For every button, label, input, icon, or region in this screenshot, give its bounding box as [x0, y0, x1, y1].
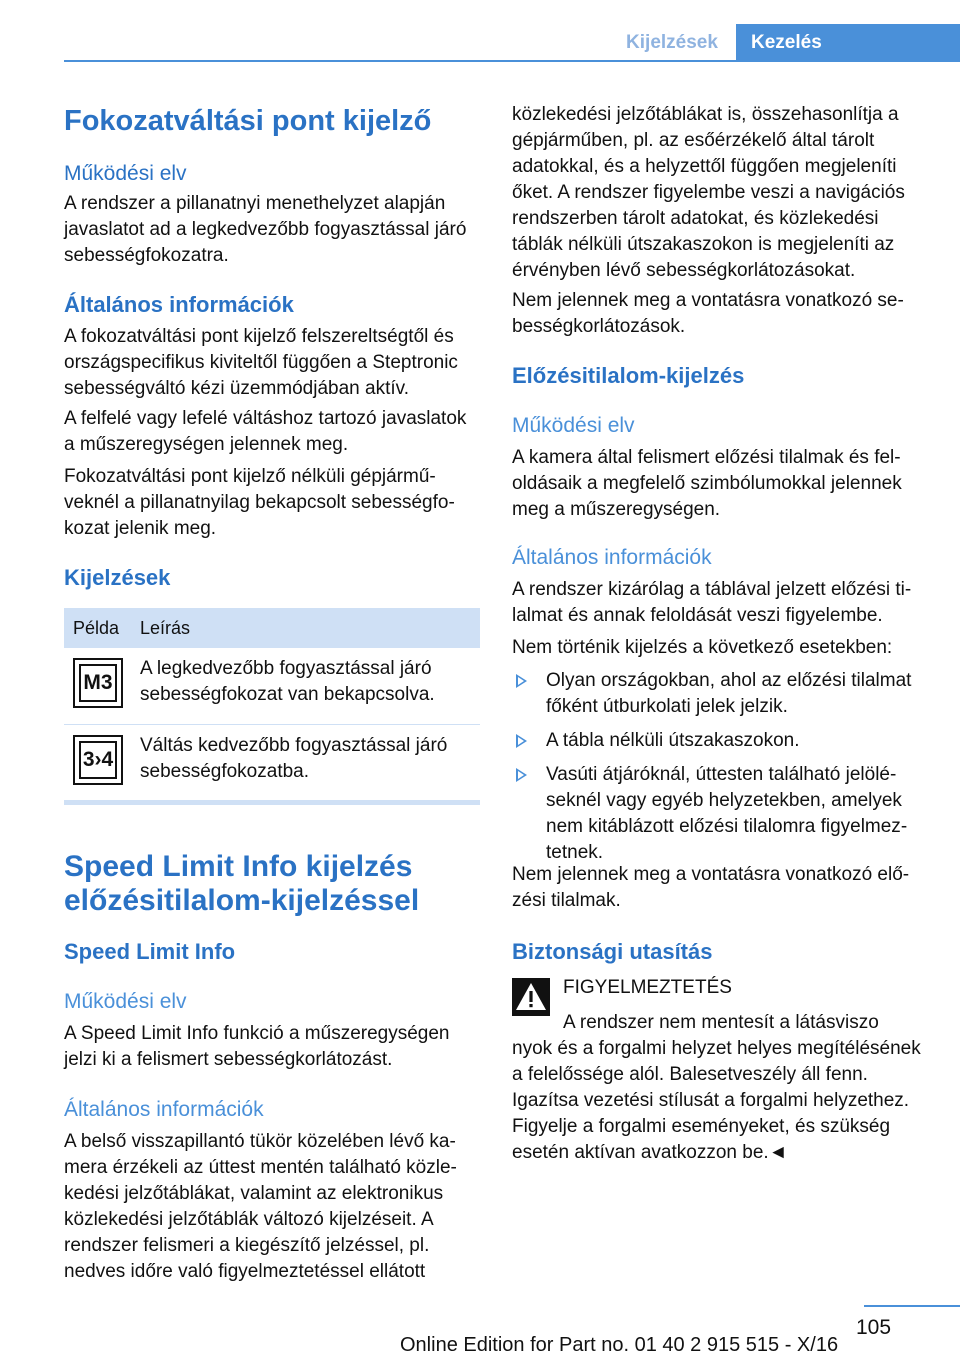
text-sli-altalanos: A belső visszapillantó tükör közelében lévő kamera érzékeli az úttest mentén található közlekedési jelzőtáblákat, valamint az elektronikus közlekedési jelzőtáblák változó kijelzéseit. A rendszer felismeri a kiegészítő jelzéssel, pl. nedves időre való figyelmeztetéssel ellátott: [64, 1131, 457, 1282]
page-header: [0, 0, 960, 62]
footer-divider: [864, 1305, 960, 1307]
triangle-bullet-icon: [516, 768, 527, 782]
footer-edition: Online Edition for Part no. 01 40 2 915 515 - X/16: [400, 1334, 839, 1356]
heading-mukodesi-elv: Működési elv: [64, 162, 187, 185]
table-row-divider: [64, 724, 480, 725]
heading-elozesi-altalanos: Általános információk: [512, 546, 712, 569]
heading-elozesitilalom: Előzésitilalom-kijelzés: [512, 363, 745, 388]
page-number: 105: [856, 1316, 892, 1339]
text-after-bullets: Nem jelennek meg a vontatásra vonatkozó előzési tilalmak.: [512, 864, 910, 911]
heading-speed-limit-info: Speed Limit Info: [64, 939, 236, 964]
symbol-m3-label: M3: [79, 664, 117, 702]
warning-triangle-icon: [512, 978, 550, 1016]
warning-label: FIGYELMEZTETÉS: [563, 977, 732, 998]
table-header-pelda: Példa: [73, 618, 120, 638]
header-tab-kezeles-label: Kezelés: [751, 32, 822, 53]
table-bottom-rule: [64, 800, 480, 805]
gear-shift-3-4-symbol-icon: [73, 735, 123, 785]
header-divider: [64, 60, 960, 62]
table-header-leiras: Leírás: [140, 618, 191, 638]
gear-m3-symbol-icon: [73, 658, 123, 708]
warning-text: nyok és a forgalmi helyzet helyes megítélésének a felelőssége alól. Balesetveszély áll fenn. Igazítsa vezetési stílusát a forgalmi helyzethez. Figyelje a forgalmi eseményeket, és szükség esetén aktívan avatkozzon be.◄: [512, 1038, 921, 1163]
heading-kijelzesek: Kijelzések: [64, 565, 171, 590]
text-elozesi-altalanos-1: A rendszer kizárólag a táblával jelzett előzési tilalmat és annak feloldását veszi figyelembe.: [512, 579, 912, 626]
table-row-2-text: Váltás kedvezőbb fogyasztással járó sebességfokozatba.: [140, 735, 448, 782]
list-item: [512, 668, 928, 720]
text-cont-2: Nem jelennek meg a vontatásra vonatkozó sebességkorlátozások.: [512, 290, 904, 337]
list-item: [512, 762, 928, 866]
header-tab-kezeles[interactable]: [736, 24, 960, 62]
triangle-bullet-icon: [516, 674, 527, 688]
text-altalanos-1: A fokozatváltási pont kijelző felszereltségtől és országspecifikus kiviteltől függően a Steptronic sebességváltó kézi üzemmódjában aktív.: [64, 326, 458, 399]
section-title-fokozatvaltasi: Fokozatváltási pont kijelző: [64, 105, 432, 137]
text-sli-mukodesi: A Speed Limit Info funkció a műszeregységen jelzi ki a felismert sebességkorlátozást.: [64, 1023, 450, 1070]
heading-altalanos-informaciok: Általános információk: [64, 292, 294, 317]
heading-sli-altalanos: Általános információk: [64, 1098, 264, 1121]
table-row-1-text: A legkedvezőbb fogyasztással járó sebességfokozat van bekapcsolva.: [140, 658, 435, 705]
text-altalanos-2: A felfelé vagy lefelé váltáshoz tartozó javaslatok a műszeregységen jelennek meg.: [64, 408, 467, 455]
section-title-speed-limit-2: előzésitilalom-kijelzéssel: [64, 884, 420, 917]
header-tab-kijelzesek[interactable]: Kijelzések: [626, 32, 718, 53]
warning-text-first-line: A rendszer nem mentesít a látásviszo: [563, 1012, 879, 1033]
list-item: [512, 728, 928, 754]
triangle-bullet-icon: [516, 734, 527, 748]
symbol-3-4-label: 3›4: [79, 741, 117, 779]
heading-elozesi-mukodesi: Működési elv: [512, 414, 635, 437]
table-header: [64, 608, 480, 648]
list-item-text: Vasúti átjáróknál, úttesten található jelöléseknél vagy egyéb helyzetekben, amelyek nem kitáblázott előzési tilalomra figyelmeztetnek.: [546, 764, 908, 863]
text-elozesi-altalanos-2: Nem történik kijelzés a következő esetekben:: [512, 637, 893, 658]
bullet-list: [512, 668, 928, 874]
section-title-speed-limit-1: Speed Limit Info kijelzés: [64, 850, 413, 883]
list-item-text: A tábla nélküli útszakaszokon.: [546, 730, 800, 751]
heading-biztonsagi-utasitas: Biztonsági utasítás: [512, 939, 713, 964]
heading-sli-mukodesi-elv: Működési elv: [64, 990, 187, 1013]
text-elozesi-mukodesi: A kamera által felismert előzési tilalmak és feloldásaik a megfelelő szimbólumokkal jelennek meg a műszeregységen.: [512, 447, 902, 520]
list-item-text: Olyan országokban, ahol az előzési tilalmat főként útburkolati jelek jelzik.: [546, 670, 912, 717]
text-altalanos-3: Fokozatváltási pont kijelző nélküli gépjárműveknél a pillanatnyilag bekapcsolt sebességfokozat jelenik meg.: [64, 466, 455, 539]
text-cont-1: közlekedési jelzőtáblákat is, összehasonlítja a gépjárműben, pl. az esőérzékelő által tárolt adatokkal, és a helyzettől függően megjeleníti őket. A rendszer figyelembe veszi a navigációs rendszerben tárolt adatokat, és közlekedési táblák nélküli útszakaszokon is megjeleníti az érvényben lévő sebességkorlátozásokat.: [512, 104, 905, 281]
text-mukodesi-elv: A rendszer a pillanatnyi menethelyzet alapján javaslatot ad a legkedvezőbb fogyasztással járó sebességfokozatra.: [64, 193, 467, 266]
